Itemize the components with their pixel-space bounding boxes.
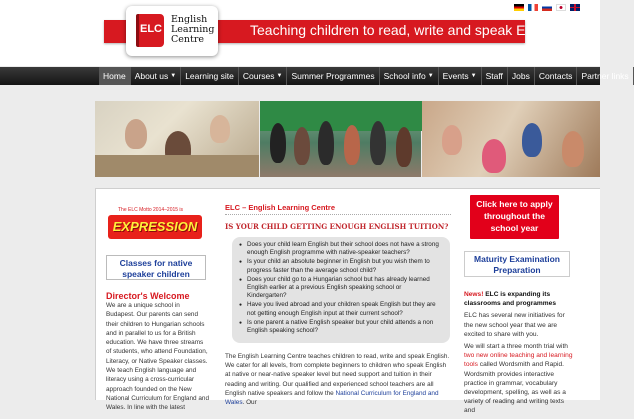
nav-item-staff[interactable] [482, 67, 508, 85]
news-paragraph: ELC has several new initiatives for the new school year that we are excited to share with you. [464, 312, 565, 338]
nav-item-label: Summer Programmes [291, 71, 375, 81]
japanese-flag-icon[interactable] [556, 4, 566, 11]
director-welcome-text: We are a unique school in Budapest. Our parents can send their children to Hungarian schools and in parallel to us for a British education. We have three streams of students, who attend Foundation, Literacy, or Native Speaker classes. We teach English language and literacy using a cross-curricular approach founded on the New National Curriculum for England and Wales. In line with the latest [106, 302, 210, 412]
main-nav [0, 67, 629, 85]
tagline-text: Teaching children to read, write and speak English. [250, 22, 566, 38]
nav-item-school-info[interactable] [380, 67, 439, 85]
news-label: News! [464, 291, 484, 298]
native-speaker-classes-link[interactable]: Classes for native speaker children [106, 255, 206, 280]
motto-caption: The ELC Motto 2014–2015 is [118, 207, 184, 213]
motto-banner[interactable] [106, 207, 206, 245]
nav-item-partner-links[interactable] [577, 67, 633, 85]
nav-item-label: Events [442, 71, 469, 81]
news-headline: ELC is expanding its classrooms and programmes [464, 291, 556, 308]
question-item: ● Is your child an absolute beginner in English but you wish them to progress faster than the average school child? [239, 258, 442, 275]
nav-item-events[interactable] [439, 67, 482, 85]
nav-item-jobs[interactable] [508, 67, 535, 85]
logo-text [171, 15, 215, 45]
questions-box [232, 237, 450, 343]
chevron-down-icon: ▼ [470, 73, 477, 79]
chevron-down-icon: ▼ [427, 73, 434, 79]
chevron-down-icon: ▼ [170, 73, 177, 79]
intro-text: The English Learning Centre teaches children to read, write and speak English. We cater for all levels, from complete beginners to children who speak English at native or near-native speaker level but need support and tuition in their reading and writing. Our qualified and experienced school teachers are all English native speakers and follow the [225, 353, 450, 397]
nav-item-about-us[interactable] [131, 67, 182, 85]
intro-text-end: . Our [242, 399, 257, 407]
questions-list [239, 241, 442, 335]
nav-item-label: Contacts [538, 71, 573, 81]
nav-item-contacts[interactable] [535, 67, 578, 85]
russian-flag-icon[interactable] [542, 4, 552, 11]
nav-item-learning-site[interactable] [181, 67, 239, 85]
logo-line: Centre [171, 34, 204, 45]
nav-item-courses[interactable] [239, 67, 288, 85]
french-flag-icon[interactable] [528, 4, 538, 11]
nav-item-home[interactable] [99, 67, 131, 85]
nav-item-label: Home [103, 71, 126, 81]
chevron-down-icon: ▼ [276, 73, 283, 79]
question-item: ● Have you lived abroad and your children speak English but they are not getting enough English input at their current school? [239, 301, 442, 318]
news-section [464, 290, 574, 419]
question-item: ● Is one parent a native English speaker but your child attends a non English speaking school? [239, 319, 442, 336]
page-title: ELC – English Learning Centre [225, 203, 336, 212]
question-item: ● Does your child learn English but their school does not have a strong enough English programme with native-speaker teachers? [239, 241, 442, 258]
nav-item-label: Learning site [185, 71, 234, 81]
nav-item-label: Jobs [511, 71, 530, 81]
logo-line: English [171, 14, 208, 25]
intro-paragraph [225, 352, 450, 407]
director-welcome-title: Director's Welcome [106, 291, 190, 301]
curriculum-link[interactable]: National Curriculum for England and Wales [225, 389, 439, 407]
page-subtitle: IS YOUR CHILD GETTING ENOUGH ENGLISH TUITION? [225, 222, 449, 231]
photo-strip [95, 101, 600, 177]
news-text-end: called Wordsmith and Rapid. Wordsmith provides interactive practice in grammar, vocabulary development, spelling, as well as a variety of reading and writing texts and [464, 361, 566, 415]
nav-item-label: Courses [242, 71, 275, 81]
language-flags [514, 4, 580, 11]
site-header [0, 0, 600, 66]
logo-badge: ELC [140, 23, 162, 35]
nav-item-label: About us [134, 71, 169, 81]
maturity-exam-link[interactable]: Maturity Examination Preparation [464, 251, 570, 277]
apply-button[interactable]: Click here to apply throughout the school year [470, 195, 559, 239]
german-flag-icon[interactable] [514, 4, 524, 11]
classroom-photo-3 [422, 101, 600, 177]
motto-word: EXPRESSION [108, 215, 202, 239]
nav-item-label: Partner links [581, 71, 629, 81]
site-logo[interactable] [126, 6, 218, 56]
nav-item-label: School info [383, 71, 426, 81]
question-item: ● Does your child go to a Hungarian school but has already learned English earlier at a previous English speaking school or Kindergarten? [239, 276, 442, 301]
uk-flag-icon[interactable] [570, 4, 580, 11]
book-logo-icon [136, 14, 164, 47]
classroom-photo-2 [260, 101, 422, 177]
nav-item-summer-programmes[interactable] [287, 67, 379, 85]
main-content [95, 188, 600, 415]
classroom-photo-1 [95, 101, 259, 177]
online-tools-link[interactable]: two new online teaching and learning tools [464, 352, 573, 369]
title-divider [225, 214, 451, 215]
nav-item-label: Staff [485, 71, 503, 81]
news-text: We will start a three month trial with [464, 343, 568, 351]
logo-line: Learning [171, 24, 215, 35]
